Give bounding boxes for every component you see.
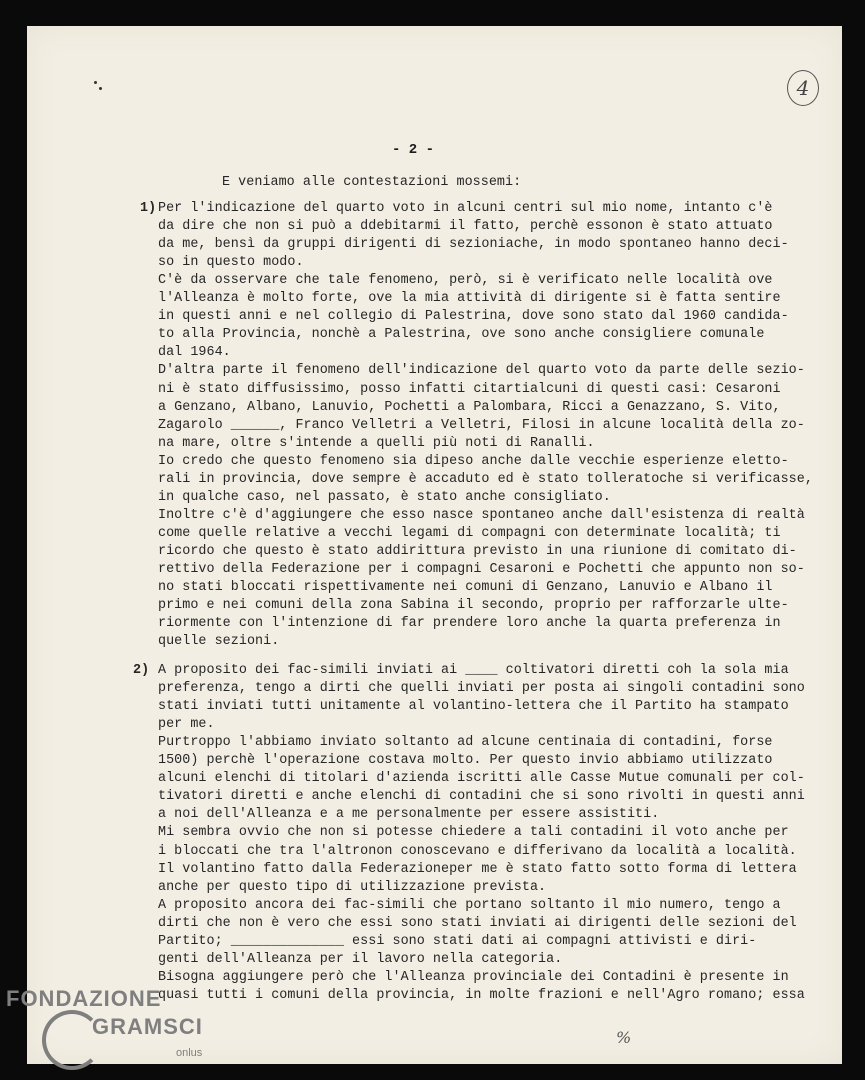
text-line: so in questo modo.: [158, 255, 304, 271]
document-page: [27, 26, 842, 1064]
text-line: C'è da osservare che tale fenomeno, però, si è verificato nelle località ove: [158, 273, 773, 289]
text-line: in qualche caso, nel passato, è stato anche consigliato.: [158, 489, 611, 505]
text-line: Zagarolo ______, Franco Velletri a Velletri, Filosi in alcune località della zo-: [158, 417, 805, 433]
text-line: a noi dell'Alleanza e a me personalmente per essere assistiti.: [158, 807, 660, 823]
watermark-line-1: FONDAZIONE: [6, 986, 162, 1011]
text-line: ni è stato diffusissimo, posso infatti citartialcuni di questi casi: Cesaroni: [158, 381, 781, 397]
text-line: genti dell'Alleanza per il lavoro nella categoria.: [158, 951, 563, 967]
text-line: quasi tutti i comuni della provincia, in molte frazioni e nell'Agro romano; essa: [158, 987, 805, 1003]
text-line: in questi anni e nel collegio di Palestrina, dove sono stato dal 1960 candida-: [158, 309, 789, 325]
text-line: Io credo che questo fenomeno sia dipeso anche dalle vecchie esperienze eletto-: [158, 453, 789, 469]
text-line: per me.: [158, 717, 215, 733]
text-line: Per l'indicazione del quarto voto in alcuni centri sul mio nome, intanto c'è: [158, 201, 773, 216]
text-line: to alla Provincia, nonchè a Palestrina, ove sono anche consigliere comunale: [158, 327, 765, 343]
text-line: Bisogna aggiungere però che l'Alleanza provinciale dei Contadini è presente in: [158, 969, 789, 985]
text-line: A proposito dei fac-simili inviati ai ____ coltivatori diretti coh la sola mia: [158, 663, 789, 678]
text-line: anche per questo tipo di utilizzazione prevista.: [158, 879, 547, 895]
text-line: da dire che non si può a ddebitarmi il fatto, perchè essonon è stato attuato: [158, 219, 773, 235]
text-line: D'altra parte il fenomeno dell'indicazione del quarto voto da parte delle sezio-: [158, 363, 805, 379]
paper-speck: [99, 87, 102, 90]
watermark-line-3: onlus: [176, 1047, 203, 1059]
text-line: come quelle relative a vecchi legami di compagni con determinate località; ti: [158, 525, 781, 541]
watermark-line-2: GRAMSCI: [92, 1014, 203, 1039]
text-line: dal 1964.: [158, 345, 231, 361]
text-line: a Genzano, Albano, Lanuvio, Pochetti a Palombara, Ricci a Genazzano, S. Vito,: [158, 399, 781, 415]
text-line: alcuni elenchi di titolari d'azienda iscritti alle Casse Mutue comunali per col-: [158, 771, 805, 787]
text-line: dirti che non è vero che essi sono stati inviati ai dirigenti delle sezioni del: [158, 915, 797, 931]
text-line: preferenza, tengo a dirti che quelli inviati per posta ai singoli contadini sono: [158, 681, 805, 697]
text-line: l'Alleanza è molto forte, ove la mia attività di dirigente si è fatta sentire: [158, 291, 781, 307]
text-line: tivatori diretti e anche elenchi di contadini che si sono rivolti in questi anni: [158, 789, 805, 805]
footer-mark: %: [616, 1028, 632, 1047]
text-line: Inoltre c'è d'aggiungere che esso nasce spontaneo anche dall'esistenza di realtà: [158, 507, 805, 523]
text-line: stati inviati tutti unitamente al volantino-lettera che il Partito ha stampato: [158, 699, 789, 715]
text-line: A proposito ancora dei fac-simili che portano soltanto il mio numero, tengo a: [158, 897, 781, 913]
text-line: da me, bensì da gruppi dirigenti di sezioniache, in modo spontaneo hanno deci-: [158, 237, 789, 253]
text-line: i bloccati che tra l'altronon conoscevano e differivano da località a località.: [158, 843, 797, 859]
text-line: riormente con l'intenzione di far prendere loro anche la quarta preferenza in: [158, 616, 781, 632]
text-line: ricordo che questo è stato addirittura previsto in una riunione di comitato di-: [158, 543, 797, 559]
text-line: rettivo della Federazione per i compagni Cesaroni e Pochetti che appunto non so-: [158, 562, 805, 577]
text-line: 1500) perchè l'operazione costava molto. Per questo invio abbiamo utilizzato: [158, 753, 773, 769]
section-2-marker: 2): [133, 663, 150, 678]
text-line: na mare, oltre s'intende a quelli più noti di Ranalli.: [158, 435, 595, 451]
text-line: Purtroppo l'abbiamo inviato soltanto ad alcune centinaia di contadini, forse: [158, 735, 773, 751]
text-line: rali in provincia, dove sempre è accaduto ed è stato tolleratoche si verificasse,: [158, 471, 813, 487]
text-line: Il volantino fatto dalla Federazioneper me è stato fatto sotto forma di lettera: [158, 861, 797, 877]
page-number: - 2 -: [391, 142, 434, 158]
archive-number: 4: [787, 70, 819, 106]
text-line: Partito; ______________ essi sono stati dati ai compagni attivisti e diri-: [158, 933, 757, 949]
heading: E veniamo alle contestazioni mossemi:: [222, 175, 522, 190]
text-line: no stati bloccati rispettivamente nei comuni di Genzano, Lanuvio e Albano il: [158, 580, 773, 596]
text-line: Mi sembra ovvio che non si potesse chiedere a tali contadini il voto anche per: [158, 825, 789, 841]
text-line: primo e nei comuni della zona Sabina il secondo, proprio per rafforzarle ulte-: [158, 598, 789, 614]
paper-speck: [94, 81, 97, 84]
section-1-marker: 1): [140, 201, 157, 216]
text-line: quelle sezioni.: [158, 634, 280, 650]
